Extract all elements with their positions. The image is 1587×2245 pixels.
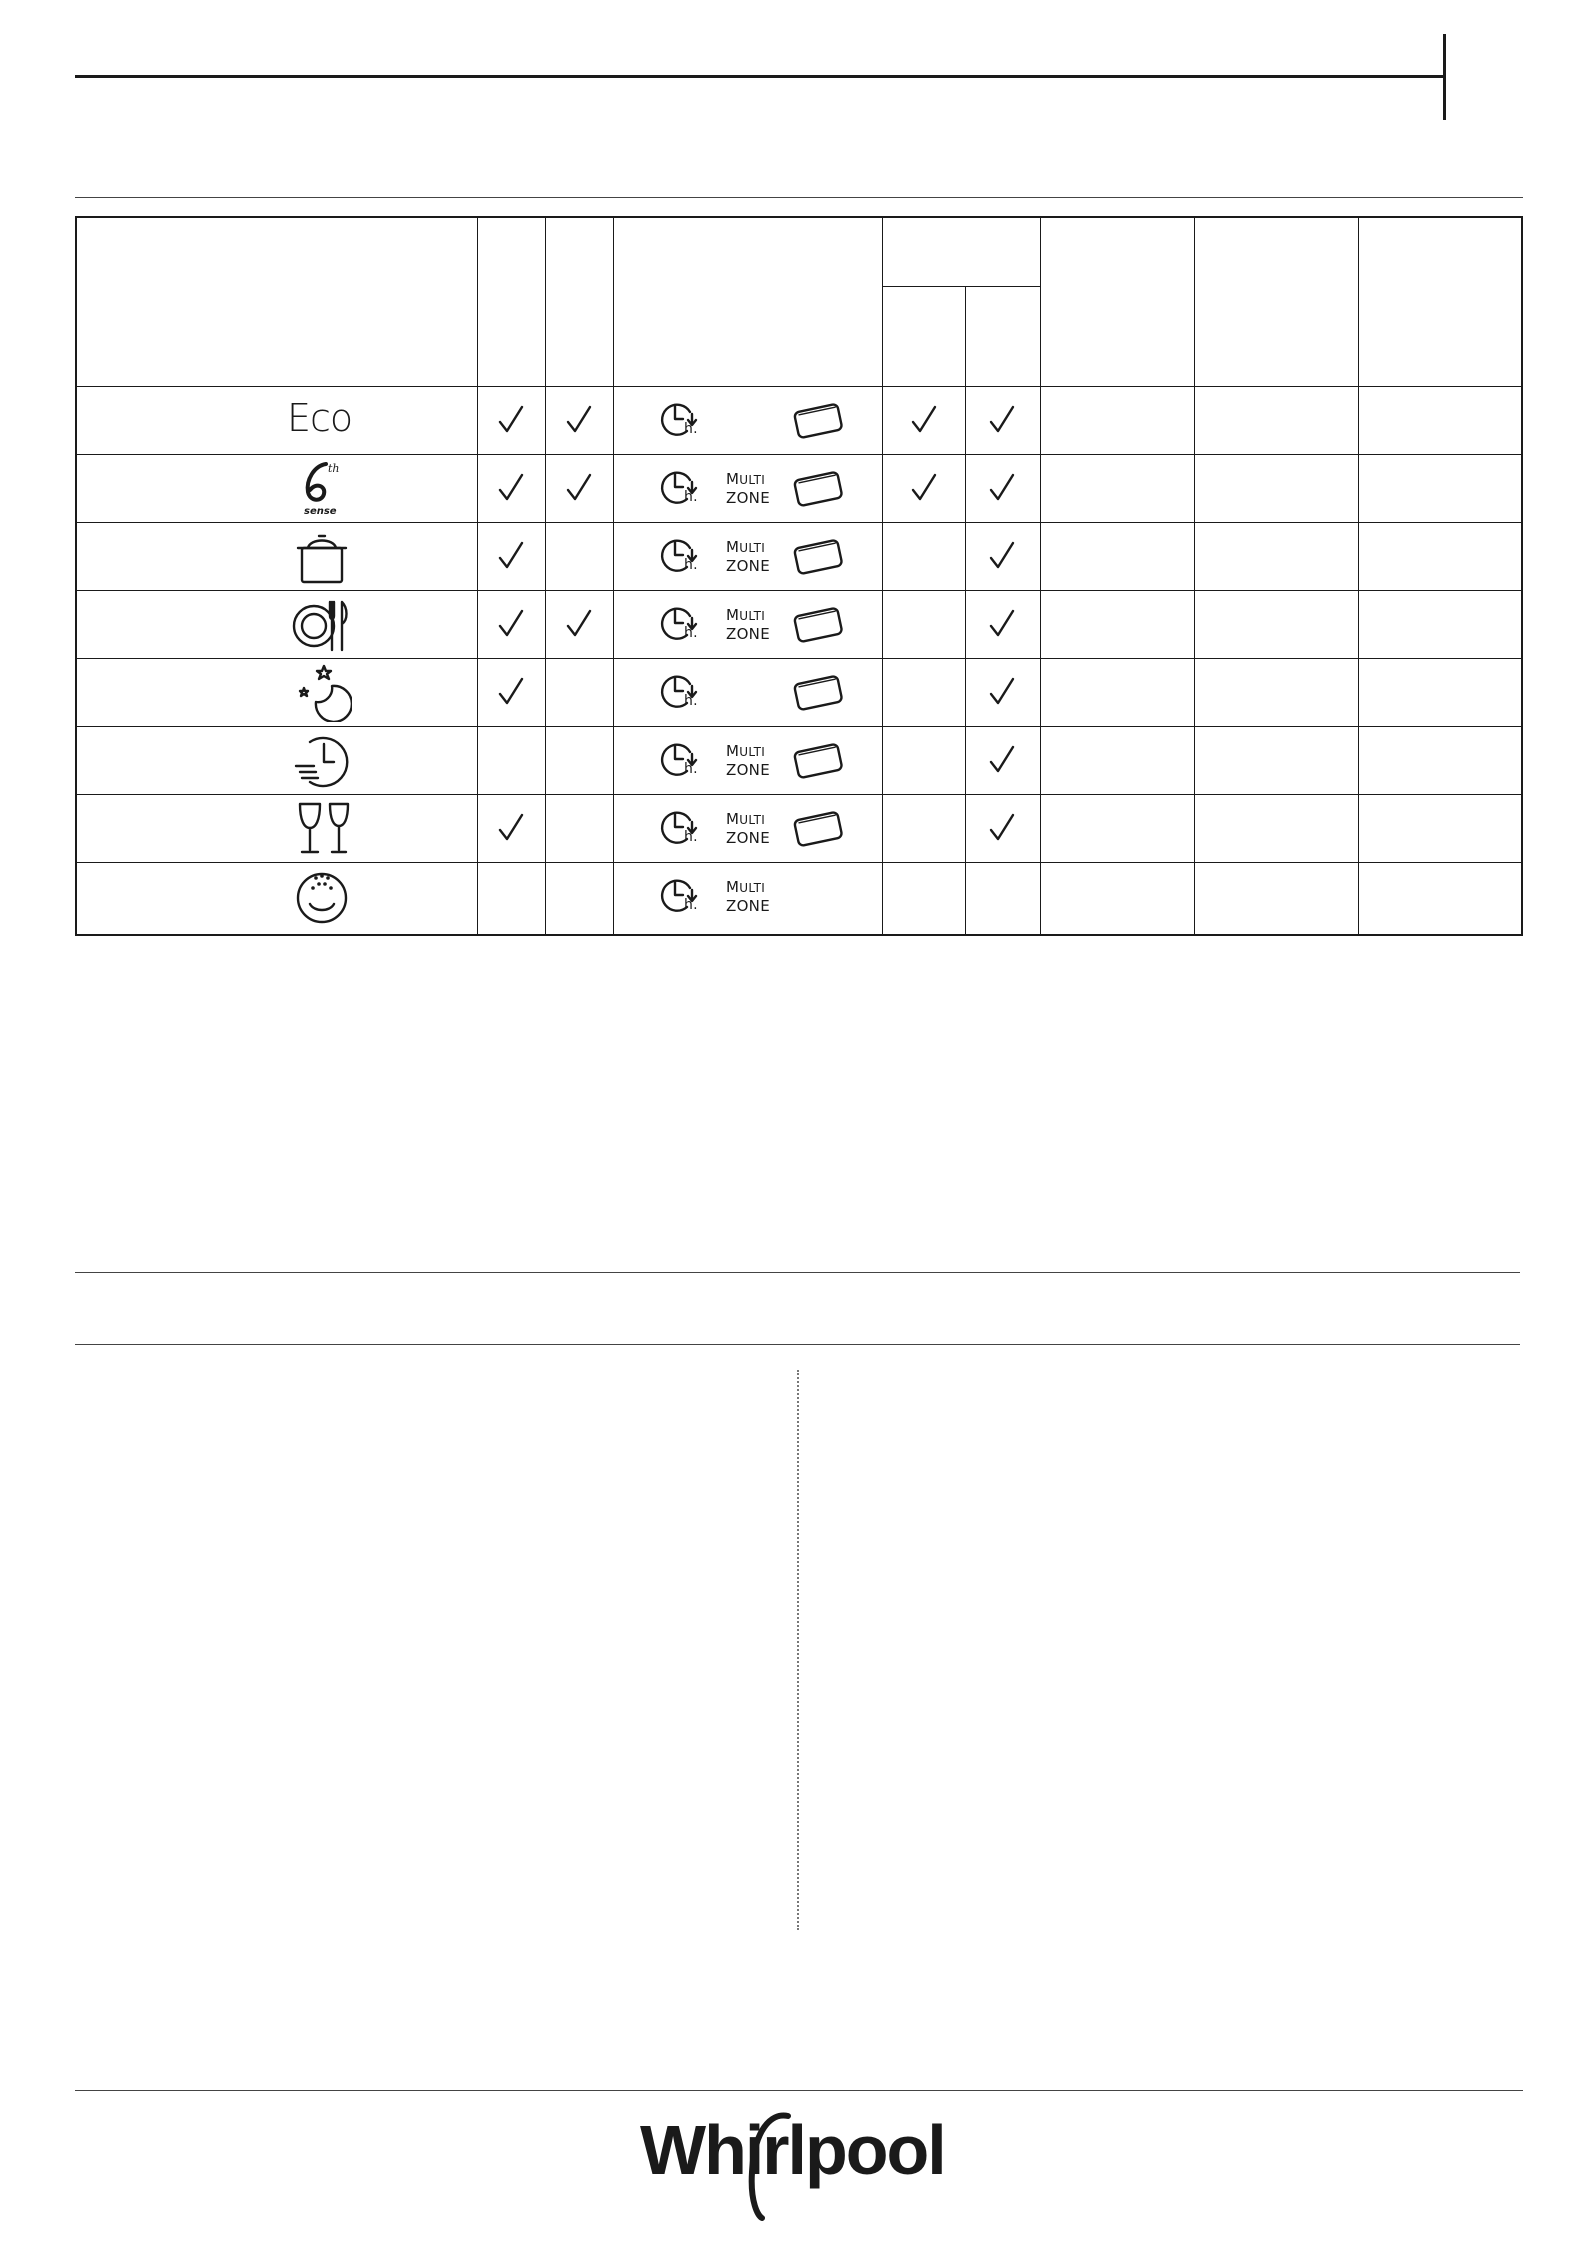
multizone-label: MULTI ZONE	[726, 878, 770, 915]
table-row	[77, 590, 1521, 658]
delay-hour-label: h.	[684, 693, 698, 709]
check-icon	[498, 404, 524, 436]
delay-start-icon	[657, 738, 703, 787]
table-row	[77, 726, 1521, 794]
check-icon	[498, 540, 524, 572]
eco-text-icon: Eco	[287, 396, 353, 440]
delay-hour-label: h.	[684, 489, 698, 505]
check-icon	[566, 404, 592, 436]
delay-hour-label: h.	[684, 829, 698, 845]
program-table	[75, 216, 1523, 936]
check-icon	[498, 608, 524, 640]
footer-rule	[75, 2090, 1523, 2091]
check-icon	[989, 404, 1015, 436]
multizone-label: MULTI ZONE	[726, 470, 770, 507]
check-icon	[498, 812, 524, 844]
multizone-label: MULTI ZONE	[726, 810, 770, 847]
check-icon	[566, 608, 592, 640]
section-rule-top	[75, 197, 1523, 198]
check-icon	[989, 812, 1015, 844]
multizone-label: MULTI ZONE	[726, 742, 770, 779]
night-moon-icon	[292, 662, 352, 727]
delay-start-icon	[657, 874, 703, 923]
table-row	[77, 794, 1521, 862]
table-row	[77, 522, 1521, 590]
check-icon	[566, 472, 592, 504]
tablet-icon	[792, 604, 844, 649]
check-icon	[498, 676, 524, 708]
rinse-smile-icon	[292, 866, 352, 931]
check-icon	[911, 404, 937, 436]
multizone-label: MULTI ZONE	[726, 538, 770, 575]
delay-hour-label: h.	[684, 625, 698, 641]
section-rule-2	[75, 1272, 1520, 1273]
header-rule	[75, 75, 1445, 78]
plate-cutlery-icon	[292, 594, 352, 659]
section-rule-3	[75, 1344, 1520, 1345]
delay-start-icon	[657, 806, 703, 855]
svg-text:th: th	[328, 462, 340, 475]
logo-swoosh-icon	[740, 2112, 800, 2222]
check-icon	[989, 540, 1015, 572]
check-icon	[498, 472, 524, 504]
check-icon	[989, 744, 1015, 776]
fast-clock-icon	[292, 730, 352, 795]
delay-start-icon	[657, 398, 703, 447]
delay-start-icon	[657, 602, 703, 651]
6th-sense-icon	[292, 458, 352, 523]
tablet-icon	[792, 740, 844, 785]
delay-hour-label: h.	[684, 557, 698, 573]
svg-text:sense: sense	[304, 506, 337, 517]
brand-logo: Whirlpool	[640, 2111, 945, 2189]
check-icon	[989, 676, 1015, 708]
check-icon	[989, 472, 1015, 504]
delay-hour-label: h.	[684, 421, 698, 437]
table-row	[77, 862, 1521, 930]
tablet-icon	[792, 400, 844, 445]
tablet-icon	[792, 808, 844, 853]
check-icon	[911, 472, 937, 504]
pot-icon	[292, 526, 352, 591]
tablet-icon	[792, 536, 844, 581]
delay-start-icon	[657, 534, 703, 583]
tablet-icon	[792, 468, 844, 513]
delay-start-icon	[657, 466, 703, 515]
table-row	[77, 454, 1521, 522]
table-row	[77, 658, 1521, 726]
table-row	[77, 386, 1521, 454]
tablet-icon	[792, 672, 844, 717]
delay-start-icon	[657, 670, 703, 719]
delay-hour-label: h.	[684, 897, 698, 913]
check-icon	[989, 608, 1015, 640]
multizone-label: MULTI ZONE	[726, 606, 770, 643]
delay-hour-label: h.	[684, 761, 698, 777]
glasses-icon	[292, 798, 356, 863]
header-rule-tick	[1443, 34, 1446, 120]
column-divider	[797, 1370, 799, 1930]
